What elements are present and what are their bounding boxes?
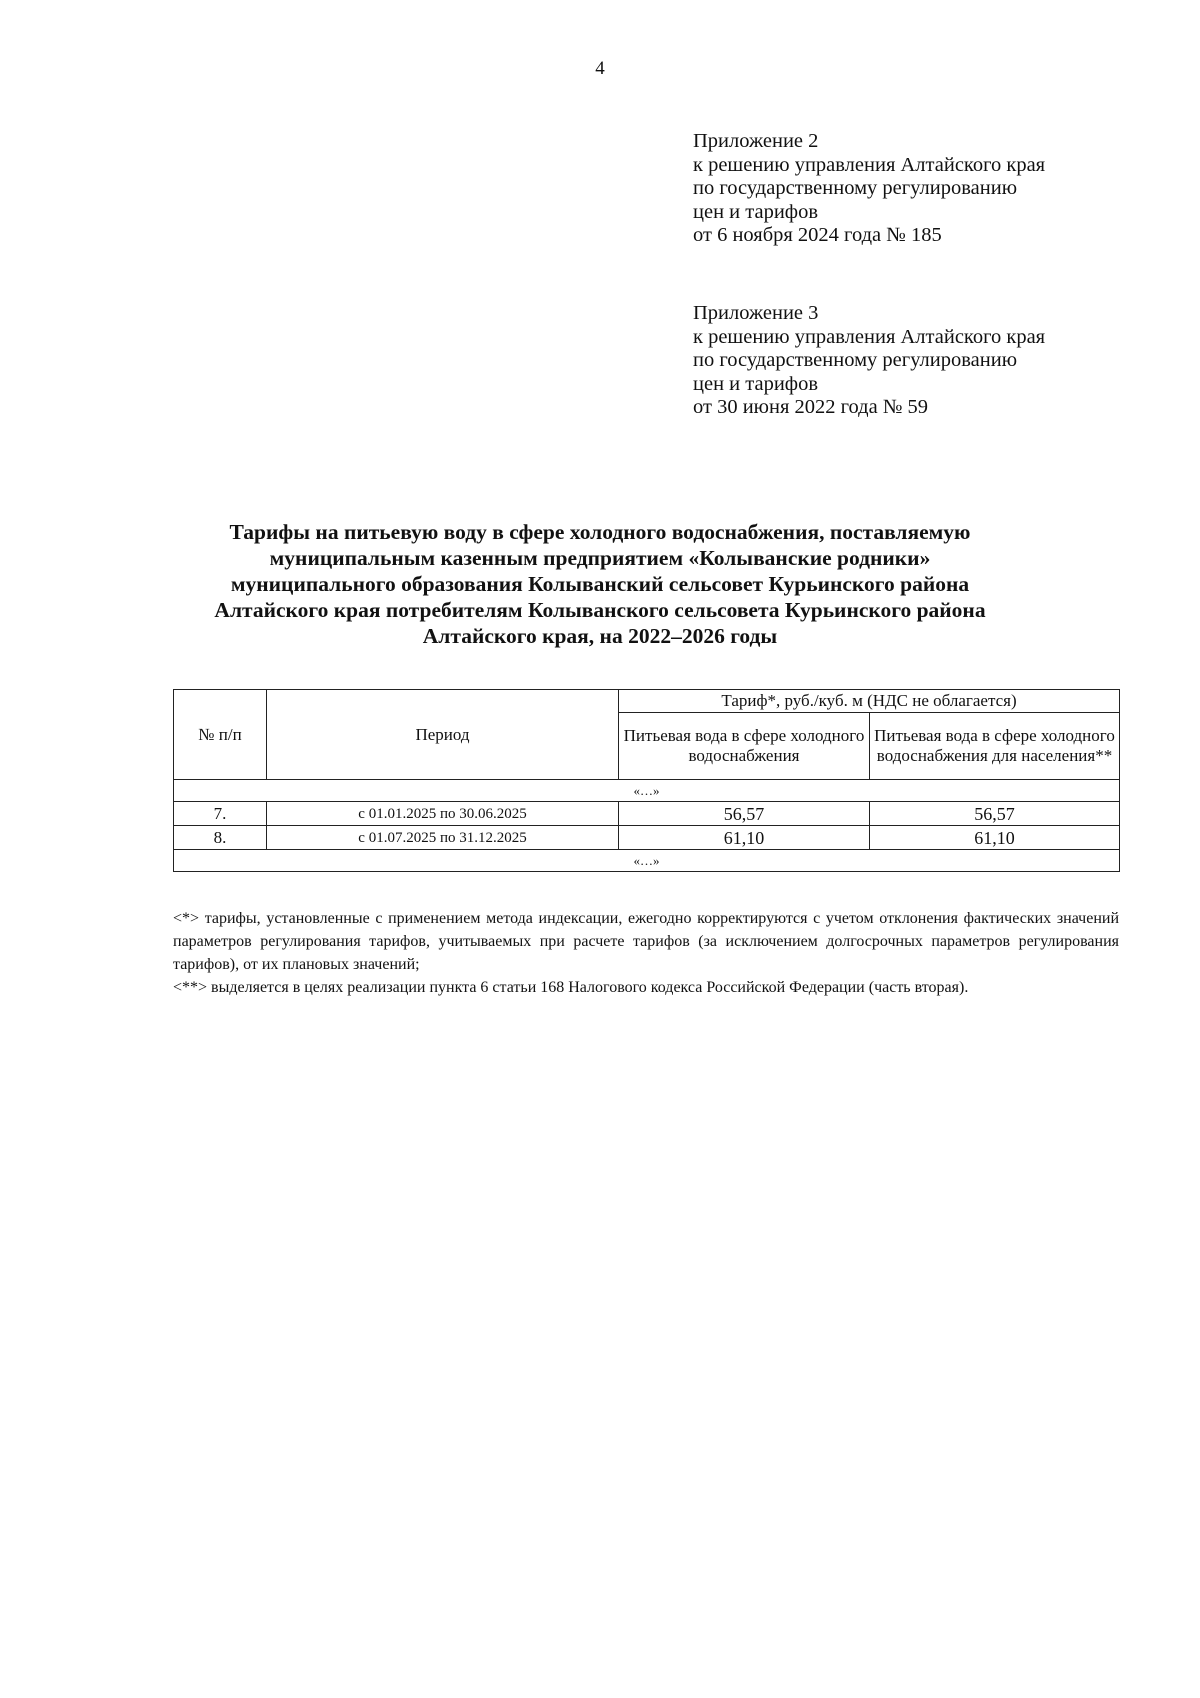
header-period: Период — [267, 690, 619, 780]
title-line: муниципальным казенным предприятием «Колыванские родники» — [269, 546, 931, 570]
row-num: 8. — [174, 826, 267, 850]
appendix-2-header — [693, 130, 1153, 248]
title-line: Алтайского края, на 2022–2026 годы — [422, 624, 778, 648]
appendix-3-line: по государственному регулированию — [693, 349, 1018, 371]
row-water-value: 61,10 — [619, 826, 870, 850]
document-title — [150, 519, 1050, 649]
appendix-2-line: от 6 ноября 2024 года № 185 — [693, 224, 942, 246]
appendix-2-line: Приложение 2 — [693, 130, 819, 152]
page-number: 4 — [595, 58, 605, 79]
title-line: Тарифы на питьевую воду в сфере холодного водоснабжения, поставляемую — [229, 520, 971, 544]
table-row — [174, 826, 1120, 850]
appendix-2-line: к решению управления Алтайского края — [693, 153, 1046, 176]
appendix-3-line: к решению управления Алтайского края — [693, 325, 1046, 348]
row-water-pop-value: 56,57 — [870, 802, 1120, 826]
appendix-2-line: по государственному регулированию — [693, 177, 1018, 199]
appendix-2-line: цен и тарифов — [693, 200, 819, 223]
row-num: 7. — [174, 802, 267, 826]
appendix-3-line: Приложение 3 — [693, 302, 819, 324]
row-water-pop-value: 61,10 — [870, 826, 1120, 850]
tariff-table — [173, 689, 1120, 872]
appendix-3-line: от 30 июня 2022 года № 59 — [693, 396, 929, 418]
header-tariff-group: Тариф*, руб./куб. м (НДС не облагается) — [619, 690, 1120, 713]
ellipsis-row-bottom: «…» — [174, 850, 1120, 872]
footnote-2: <**> выделяется в целях реализации пункта 6 статьи 168 Налогового кодекса Российской Федерации (часть вторая). — [173, 979, 969, 996]
appendix-3-header — [693, 302, 1153, 420]
header-water-population: Питьевая вода в сфере холодного водоснабжения для населения** — [870, 713, 1120, 780]
ellipsis-row-top: «…» — [174, 780, 1120, 802]
table-row — [174, 802, 1120, 826]
row-period: с 01.01.2025 по 30.06.2025 — [267, 802, 619, 826]
header-num: № п/п — [174, 690, 267, 780]
title-line: Алтайского края потребителям Колыванского сельсовета Курьинского района — [214, 598, 986, 622]
title-line: муниципального образования Колыванский сельсовет Курьинского района — [230, 572, 970, 596]
footnotes — [173, 907, 1119, 999]
row-water-value: 56,57 — [619, 802, 870, 826]
header-water: Питьевая вода в сфере холодного водоснабжения — [619, 713, 870, 780]
footnote-1: <*> тарифы, установленные с применением метода индексации, ежегодно корректируются с учетом отклонения фактических значений параметров регулирования тарифов, учитываемых при расчете тарифов (за исключением долгосрочных параметров регулирования тарифов), от их плановых значений; — [173, 910, 1119, 973]
row-period: с 01.07.2025 по 31.12.2025 — [267, 826, 619, 850]
appendix-3-line: цен и тарифов — [693, 372, 819, 395]
